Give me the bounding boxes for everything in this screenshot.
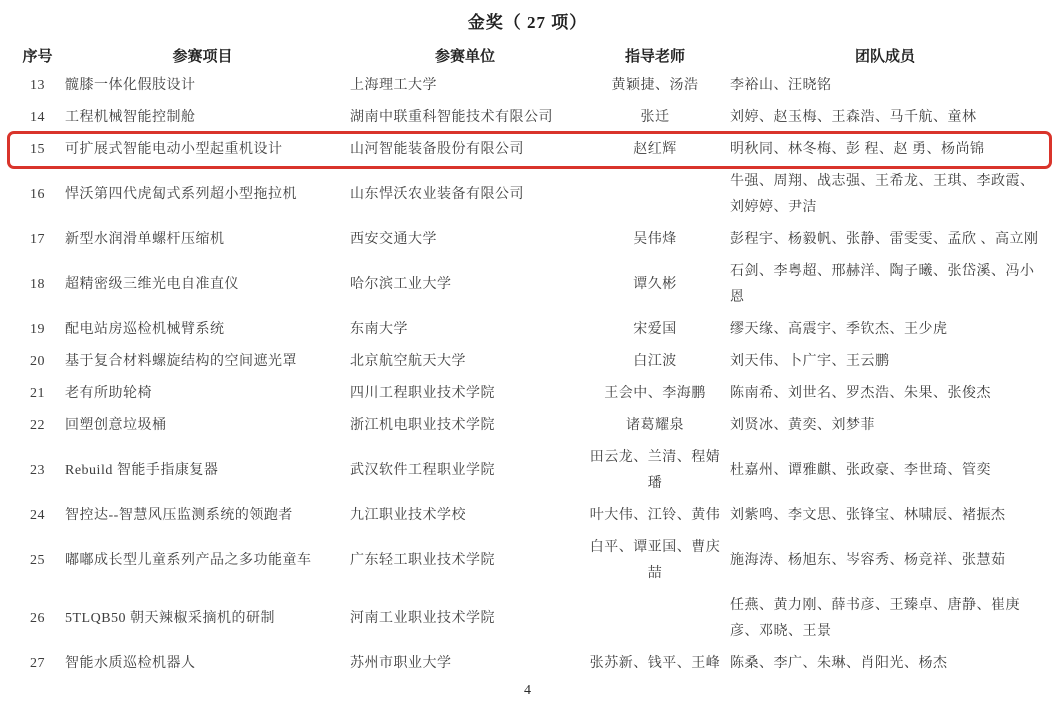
team-member-names: 任燕、黄力刚、薛书彦、王臻卓、唐静、崔庚彦、邓晓、王景 — [730, 598, 1020, 639]
project-name: 髋膝一体化假肢设计 — [65, 78, 196, 93]
advisor-names: 赵红辉 — [633, 142, 677, 157]
header-advisor: 指导老师 — [624, 49, 685, 65]
project-name: 新型水润滑单螺杆压缩机 — [65, 232, 225, 247]
advisor-names: 吴伟烽 — [633, 232, 677, 247]
organization-name: 上海理工大学 — [350, 78, 437, 93]
project-name: 智能水质巡检机器人 — [65, 656, 196, 671]
project-name: Rebuild 智能手指康复器 — [65, 463, 219, 478]
team-member-names: 陈桑、李广、朱琳、肖阳光、杨杰 — [730, 656, 948, 671]
advisor-names: 白平、谭亚国、曹庆喆 — [589, 540, 721, 581]
team-member-names: 陈南希、刘世名、罗杰浩、朱果、张俊杰 — [730, 386, 991, 401]
organization-name: 武汉软件工程职业学院 — [350, 463, 495, 478]
project-name: 回塑创意垃圾桶 — [65, 418, 167, 433]
organization-name: 四川工程职业技术学院 — [350, 386, 495, 401]
table-row — [15, 256, 1040, 314]
team-member-names: 刘紫鸣、李文思、张锋宝、林啸辰、褚振杰 — [730, 508, 1006, 523]
project-name: 可扩展式智能电动小型起重机设计 — [65, 142, 283, 157]
row-serial-number: 15 — [30, 142, 45, 157]
organization-name: 湖南中联重科智能技术有限公司 — [350, 110, 553, 125]
table-row — [15, 134, 1040, 166]
row-serial-number: 14 — [30, 110, 45, 125]
project-name: 老有所助轮椅 — [65, 386, 152, 401]
team-member-names: 缪天缘、高震宇、季钦杰、王少虎 — [730, 322, 948, 337]
organization-name: 东南大学 — [350, 322, 408, 337]
row-serial-number: 22 — [30, 418, 45, 433]
awards-table — [15, 39, 1040, 680]
organization-name: 西安交通大学 — [350, 232, 437, 247]
team-member-names: 施海涛、杨旭东、岑容秀、杨竞祥、张慧茹 — [730, 553, 1006, 568]
team-member-names: 刘天伟、卜广宇、王云鹏 — [730, 354, 890, 369]
table-row — [15, 590, 1040, 648]
team-member-names: 刘婷、赵玉梅、王森浩、马千航、童林 — [730, 110, 977, 125]
team-member-names: 明秋同、林冬梅、彭 程、赵 勇、杨尚锦 — [730, 142, 985, 157]
advisor-names: 张迁 — [640, 110, 670, 125]
project-name: 5TLQB50 朝天辣椒采摘机的研制 — [65, 611, 276, 626]
team-member-names: 彭程宇、杨毅帆、张静、雷雯雯、孟欣 、高立刚 — [730, 232, 1039, 247]
table-row — [15, 410, 1040, 442]
advisor-names: 宋爱国 — [633, 322, 677, 337]
header-organization: 参赛单位 — [434, 49, 495, 65]
table-row — [15, 166, 1040, 224]
advisor-names: 田云龙、兰清、程婧璠 — [589, 450, 721, 491]
organization-name: 河南工业职业技术学院 — [350, 611, 495, 626]
table-row — [15, 224, 1040, 256]
page-title: 金奖（ 27 项） — [467, 13, 588, 32]
table-row — [15, 346, 1040, 378]
project-name: 智控达--智慧风压监测系统的领跑者 — [65, 508, 293, 523]
advisor-names: 谭久彬 — [633, 277, 677, 292]
table-row — [15, 442, 1040, 500]
organization-name: 哈尔滨工业大学 — [350, 277, 452, 292]
table-row — [15, 648, 1040, 680]
advisor-names: 叶大伟、江铃、黄伟 — [589, 508, 721, 523]
row-serial-number: 19 — [30, 322, 45, 337]
team-member-names: 李裕山、汪晓铭 — [730, 78, 832, 93]
table-row — [15, 102, 1040, 134]
row-serial-number: 23 — [30, 463, 45, 478]
row-serial-number: 17 — [30, 232, 45, 247]
row-serial-number: 21 — [30, 386, 45, 401]
organization-name: 苏州市职业大学 — [350, 656, 452, 671]
advisor-names: 白江波 — [633, 354, 677, 369]
header-serial-number: 序号 — [22, 49, 53, 65]
row-serial-number: 27 — [30, 656, 45, 671]
row-serial-number: 16 — [30, 187, 45, 202]
row-serial-number: 13 — [30, 78, 45, 93]
organization-name: 山河智能装备股份有限公司 — [350, 142, 524, 157]
organization-name: 九江职业技术学校 — [350, 508, 466, 523]
team-member-names: 刘贤冰、黄奕、刘梦菲 — [730, 418, 875, 433]
row-serial-number: 18 — [30, 277, 45, 292]
advisor-names: 张苏新、钱平、王峰 — [589, 656, 721, 671]
table-body — [15, 70, 1040, 680]
header-team-members: 团队成员 — [854, 49, 915, 65]
table-row — [15, 378, 1040, 410]
project-name: 悍沃第四代虎匐式系列超小型拖拉机 — [65, 187, 297, 202]
team-member-names: 石剑、李粤超、邢赫洋、陶子曦、张岱溪、冯小恩 — [730, 264, 1035, 305]
advisor-names: 黄颖捷、汤浩 — [611, 78, 699, 93]
team-member-names: 杜嘉州、谭雅麒、张政豪、李世琦、管奕 — [730, 463, 991, 478]
row-serial-number: 24 — [30, 508, 45, 523]
advisor-names: 王会中、李海鹏 — [604, 386, 706, 401]
project-name: 配电站房巡检机械臂系统 — [65, 322, 225, 337]
organization-name: 北京航空航天大学 — [350, 354, 466, 369]
organization-name: 广东轻工职业技术学院 — [350, 553, 495, 568]
table-header-row — [15, 39, 1040, 70]
row-serial-number: 25 — [30, 553, 45, 568]
table-row — [15, 70, 1040, 102]
project-name: 嘟嘟成长型儿童系列产品之多功能童车 — [65, 553, 312, 568]
table-row — [15, 314, 1040, 346]
team-member-names: 牛强、周翔、战志强、王希龙、王琪、李政霞、刘婷婷、尹洁 — [730, 174, 1035, 215]
organization-name: 浙江机电职业技术学院 — [350, 418, 495, 433]
page-number: 4 — [524, 683, 531, 698]
project-name: 工程机械智能控制舱 — [65, 110, 196, 125]
project-name: 基于复合材料螺旋结构的空间遮光罩 — [65, 354, 297, 369]
row-serial-number: 26 — [30, 611, 45, 626]
organization-name: 山东悍沃农业装备有限公司 — [350, 187, 524, 202]
table-row — [15, 500, 1040, 532]
project-name: 超精密级三维光电自准直仪 — [65, 277, 239, 292]
row-serial-number: 20 — [30, 354, 45, 369]
header-project: 参赛项目 — [172, 49, 233, 65]
table-row — [15, 532, 1040, 590]
advisor-names: 诸葛耀泉 — [626, 418, 684, 433]
